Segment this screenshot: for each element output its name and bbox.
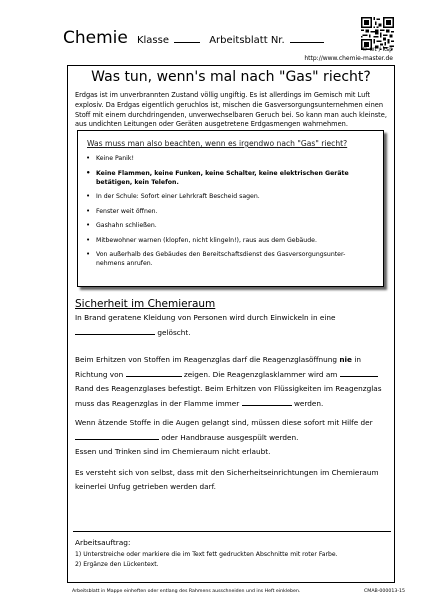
credit-author: © wt / ksp	[361, 46, 393, 53]
gas-tip	[78, 169, 383, 187]
cloze-text: zeigen. Die Reagenzglasklammer wird am	[183, 370, 338, 379]
divider-line	[73, 531, 391, 532]
bullet-icon: •	[86, 154, 91, 162]
gas-tip	[78, 236, 383, 245]
arbeitsblatt-blank	[290, 32, 324, 43]
cloze-text: oder Handbrause ausgespült werden.	[161, 433, 299, 442]
worksheet-header	[63, 28, 324, 48]
section-title: Sicherheit im Chemieraum	[75, 298, 216, 310]
intro-paragraph: Erdgas ist im unverbrannten Zustand völlig ungiftig. Es ist allerdings im Gemisch mit Luft explosiv. Da Erdgas eigentlich geruchlos ist, mischen die Gasversorgungsunternehmen einen Stoff mit einem durchdringenden, unverwechselbaren Geruch bei. So kann man auch kleinste, aus undichten Leitungen oder Geräten ausgetretene Erdgasmengen wahrnehmen.	[75, 91, 387, 129]
page-title: Was tun, wenn's mal nach "Gas" riecht?	[91, 69, 371, 85]
cloze-paragraph-2	[75, 353, 393, 411]
arbeitsblatt-label: Arbeitsblatt Nr.	[209, 35, 285, 46]
klasse-label: Klasse	[136, 35, 169, 46]
cloze-blank[interactable]	[75, 325, 155, 335]
gas-tip-text: Von außerhalb des Gebäudes den Bereitschaftsdienst des Gasversorgungsunter-nehmens anrufen.	[96, 251, 346, 267]
gas-tips-list	[78, 154, 383, 268]
gas-tip	[78, 192, 383, 201]
cloze-text: In Brand geratene Kleidung von Personen wird durch Einwickeln in eine	[75, 313, 336, 322]
info-paragraph-5: Es versteht sich von selbst, dass mit den Sicherheitseinrichtungen im Chemieraum keinerlei Unfug getrieben werden darf.	[75, 468, 379, 491]
credit-url: http://www.chemie-master.de	[304, 55, 393, 62]
gas-tips-box	[77, 130, 384, 287]
gas-tip	[78, 207, 383, 216]
credit-info	[304, 45, 393, 63]
cloze-emphasis: nie	[339, 355, 352, 364]
gas-tips-title: Was muss man also beachten, wenn es irgendwo nach "Gas" riecht?	[87, 139, 348, 148]
klasse-blank	[174, 32, 200, 43]
cloze-text: werden.	[293, 399, 324, 408]
cloze-text: gelöscht.	[157, 328, 191, 337]
gas-tip-text: Fenster weit öffnen.	[96, 207, 158, 215]
cloze-text: Beim Erhitzen von Stoffen im Reagenzglas darf die Reagenzglasöffnung	[75, 355, 338, 364]
cloze-text: in Richtung von	[75, 355, 361, 379]
task-title: Arbeitsauftrag:	[75, 538, 131, 547]
task-list	[75, 550, 338, 570]
bullet-icon: •	[86, 192, 91, 200]
cloze-text: Wenn ätzende Stoffe in die Augen gelangt sind, müssen diese sofort mit Hilfe der	[75, 418, 373, 427]
bullet-icon: •	[86, 250, 91, 258]
bullet-icon: •	[86, 206, 91, 215]
gas-tip-text: Keine Flammen, keine Funken, keine Schalter, keine elektrischen Geräte betätigen, kein Telefon.	[96, 169, 349, 186]
gas-tip	[78, 154, 383, 163]
cloze-blank[interactable]	[75, 430, 159, 440]
bullet-icon: •	[86, 235, 91, 244]
cloze-text: Rand des Reagenzglases befestigt. Beim Erhitzen von Flüssigkeiten im Reagenzglas muss das Reagenzglas in der Flamme immer	[75, 384, 382, 408]
gas-tip	[78, 221, 383, 230]
cloze-blank[interactable]	[340, 367, 378, 377]
gas-tip-text: Gashahn schließen.	[96, 222, 157, 229]
gas-tip-text: Mitbewohner warnen (klopfen, nicht klingeln!), raus aus dem Gebäude.	[96, 236, 317, 244]
task-item: 2) Ergänze den Lückentext.	[75, 561, 159, 568]
cloze-blank[interactable]	[242, 396, 292, 406]
bullet-icon: •	[86, 168, 91, 177]
cloze-paragraph-3	[75, 416, 393, 445]
task-item: 1) Unterstreiche oder markiere die im Text fett gedruckten Abschnitte mit roter Farbe.	[75, 551, 338, 558]
cloze-blank[interactable]	[126, 367, 182, 377]
gas-tip-text: Keine Panik!	[96, 155, 134, 162]
footer-instruction: Arbeitsblatt in Mappe einheften oder entlang des Rahmens ausschneiden und ins Heft einkleben.	[72, 589, 301, 594]
footer-code: CMAB-000013-15	[364, 589, 405, 594]
gas-tip-text: In der Schule: Sofort einer Lehrkraft Bescheid sagen.	[96, 193, 260, 200]
info-paragraph-4: Essen und Trinken sind im Chemieraum nicht erlaubt.	[75, 447, 271, 456]
bullet-icon: •	[86, 221, 91, 229]
gas-tip	[78, 250, 383, 268]
cloze-paragraph-1	[75, 311, 393, 340]
subject-title: Chemie	[63, 28, 128, 48]
